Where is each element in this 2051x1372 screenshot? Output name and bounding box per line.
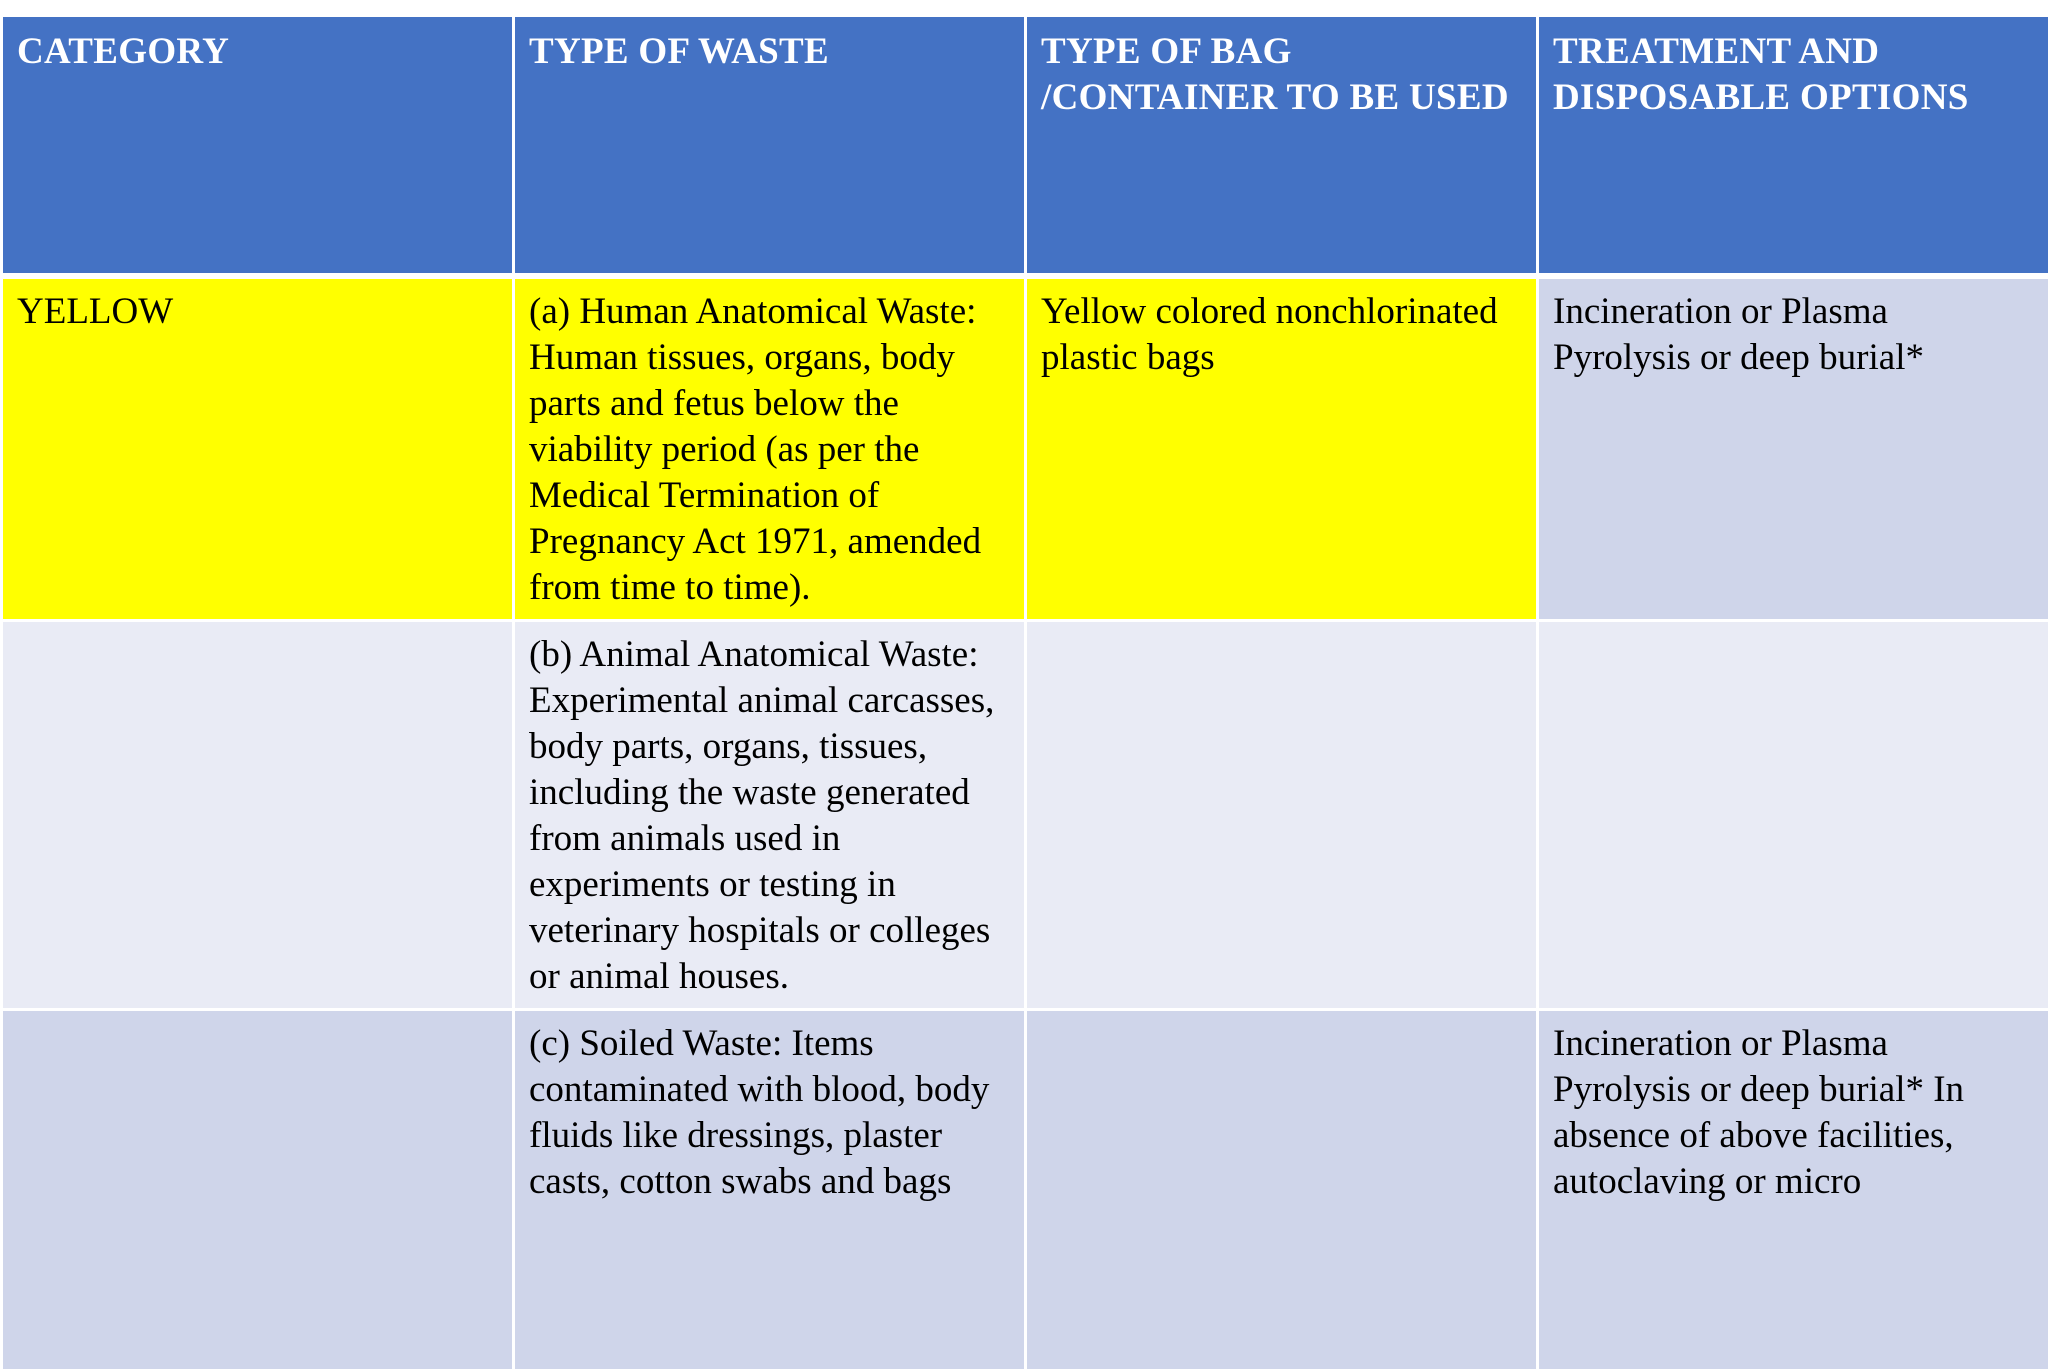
header-row (2, 16, 2050, 277)
waste-type-cell (514, 1010, 1026, 1371)
waste-type-text: (a) Human Anatomical Waste: Human tissues, organs, body parts and fetus below the viability period (as per the Medical Termination of Pregnancy Act 1971, amended from time to time). (529, 291, 982, 608)
header-type-of-waste: TYPE OF WASTE (514, 16, 1026, 277)
waste-type-cell (514, 621, 1026, 1010)
table-row (2, 621, 2050, 1010)
container-text: Yellow colored nonchlorinated plastic bags (1041, 291, 1498, 378)
header-treatment: TREATMENT AND DISPOSABLE OPTIONS (1538, 16, 2050, 277)
category-text: YELLOW (17, 291, 174, 332)
treatment-text: Incineration or Plasma Pyrolysis or deep burial* (1553, 291, 1924, 378)
container-cell (1026, 621, 1538, 1010)
header-category: CATEGORY (2, 16, 514, 277)
category-cell (2, 276, 514, 621)
category-cell (2, 1010, 514, 1371)
table-header (2, 16, 2050, 277)
treatment-text: Incineration or Plasma Pyrolysis or deep burial* In absence of above facilities, autoclaving or micro (1553, 1023, 1965, 1202)
waste-type-text: (b) Animal Anatomical Waste: Experimental animal carcasses, body parts, organs, tissues, including the waste generated from animals used in experiments or testing in veterinary hospitals or colleges or animal houses. (529, 634, 995, 997)
container-cell (1026, 1010, 1538, 1371)
waste-category-table (0, 14, 2051, 1372)
treatment-cell (1538, 621, 2050, 1010)
treatment-cell (1538, 1010, 2050, 1371)
waste-type-cell (514, 276, 1026, 621)
treatment-cell (1538, 276, 2050, 621)
header-type-of-bag: TYPE OF BAG /CONTAINER TO BE USED (1026, 16, 1538, 277)
container-cell (1026, 276, 1538, 621)
table-body (2, 276, 2050, 1371)
waste-type-text: (c) Soiled Waste: Items contaminated with blood, body fluids like dressings, plaster casts, cotton swabs and bags (529, 1023, 990, 1202)
table-row (2, 276, 2050, 621)
category-cell (2, 621, 514, 1010)
table-row (2, 1010, 2050, 1371)
